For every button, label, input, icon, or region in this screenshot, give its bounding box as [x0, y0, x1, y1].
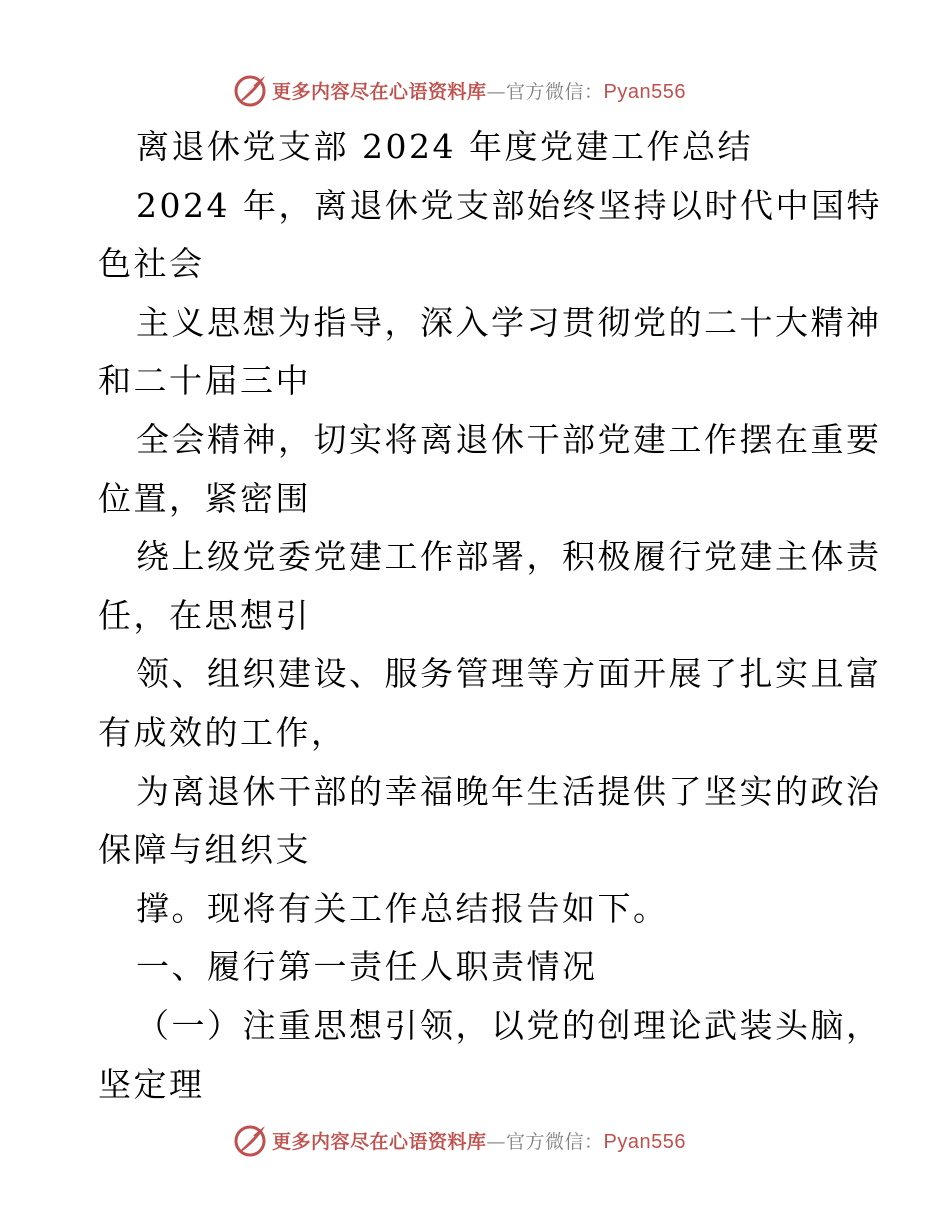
text-line: 撑。现将有关工作总结报告如下。: [136, 888, 669, 928]
watermark-account: Pyan556: [603, 1130, 686, 1153]
watermark-dash: —: [486, 1130, 507, 1153]
text-line: 色社会: [98, 244, 205, 284]
document-title: 离退休党支部 2024 年度党建工作总结: [136, 127, 753, 166]
text-line: 和二十届三中: [98, 361, 311, 401]
watermark-footer: [232, 1120, 752, 1160]
watermark-account: Pyan556: [603, 80, 686, 103]
section-heading: 一、履行第一责任人职责情况: [136, 947, 598, 987]
watermark-header: [232, 70, 752, 110]
watermark-label: 官方微信：: [506, 80, 604, 103]
text-line: 2024 年，离退休党支部始终坚持以时代中国特: [136, 185, 882, 225]
text-line: 坚定理: [98, 1064, 205, 1104]
text-line: 任，在思想引: [98, 595, 311, 635]
watermark-dash: —: [486, 80, 507, 103]
text-line: 绕上级党委党建工作部署，积极履行党建主体责: [136, 537, 882, 577]
document-body: [98, 118, 882, 1114]
text-line: 为离退休干部的幸福晚年生活提供了坚实的政治: [136, 771, 882, 811]
text-line: 位置，紧密围: [98, 478, 311, 518]
watermark-label: 官方微信：: [506, 1130, 604, 1153]
quill-logo-icon: [232, 72, 268, 108]
text-line: 保障与组织支: [98, 830, 311, 870]
quill-logo-icon: [232, 1122, 268, 1158]
text-line: 领、组织建设、服务管理等方面开展了扎实且富: [136, 654, 882, 694]
watermark-main-text: 更多内容尽在心语资料库: [272, 1130, 487, 1153]
text-line: 全会精神，切实将离退休干部党建工作摆在重要: [136, 419, 882, 459]
text-line: 有成效的工作，: [98, 712, 347, 752]
watermark-main-text: 更多内容尽在心语资料库: [272, 80, 487, 103]
subsection-heading: （一）注重思想引领，以党的创理论武装头脑，: [136, 1005, 882, 1045]
text-line: 主义思想为指导，深入学习贯彻党的二十大精神: [136, 302, 882, 342]
